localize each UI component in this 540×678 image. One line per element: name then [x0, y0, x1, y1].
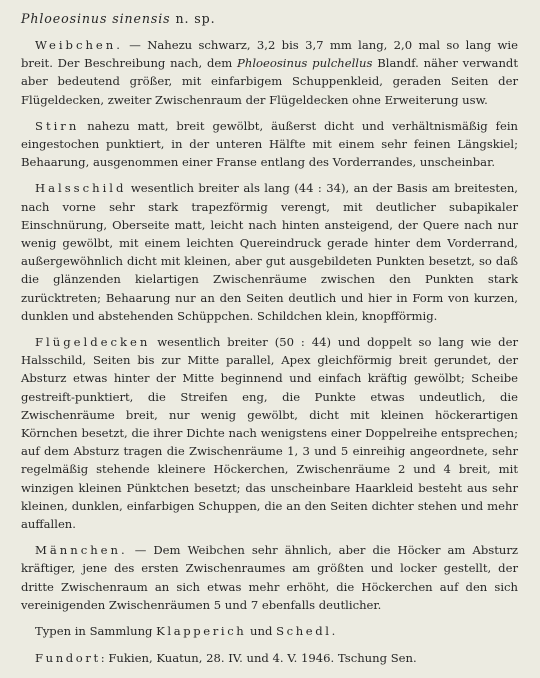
types-text: Typen in Sammlung: [35, 624, 157, 639]
locality-heading: Fundort: [35, 651, 101, 666]
fluegeldecken-heading: Flügeldecken: [35, 335, 151, 350]
types-end: .: [331, 624, 336, 639]
types-line: [21, 622, 518, 640]
female-text-2: Blandf. näher verwandt aber bedeutend größer, mit einfarbigem Schuppenkleid, geraden Seiten der Flügeldecken, zweiter Zwischenraum der Flügeldecken ohne Erweiterung usw.: [21, 56, 519, 107]
title-suffix: n. sp.: [175, 11, 216, 26]
stirn-text: nahezu matt, breit gewölbt, äußerst dicht und verhältnismäßig fein eingestochen punktiert, in der unteren Hälfte mit einem sehr feinen Längskiel; Behaarung, ausgenommen einer Franse entlang des Vorderrandes, unscheinbar.: [21, 118, 518, 170]
fluegeldecken-text: wesentlich breiter (50 : 44) und doppelt so lang wie der Halsschild, Seiten bis zur Mitte parallel, Apex gleichförmig breit gerundet, der Absturz etwas hinter der Mitte beginnend und einfach kräftig gewölbt; Scheibe gestreift-punktiert, die Streifen eng, die Punkte etwas undeutlich, die Zwischenräume breit, nur wenig gewölbt, dicht mit kleinen höckerartigen Körnchen besetzt, die ihrer Dichte nach wenigstens einer Doppelreihe entsprechen; auf dem Absturz tragen die Zwischenräume 1, 3 und 5 einreihig angeordnete, sehr regelmäßig stehende kleinere Höckerchen, Zwischenräume 2 und 4 breit, mit winzigen kleinen Pünktchen besetzt; das unscheinbare Haarkleid besteht aus sehr kleinen, dunklen, einfarbigen Schuppen, die an den Seiten dichter stehen und mehr auffallen.: [21, 335, 518, 532]
female-heading: Weibchen.: [35, 38, 123, 52]
paragraph-male: [21, 541, 518, 614]
locality-text: : Fukien, Kuatun, 28. IV. und 4. V. 1946. Tschung Sen.: [100, 651, 417, 666]
species-title: [21, 10, 518, 28]
paragraph-halsschild: [21, 179, 518, 325]
halsschild-heading: Halsschild: [35, 181, 127, 196]
paragraph-female: [21, 36, 518, 109]
title-species-name: Phloeosinus sinensis: [21, 11, 171, 26]
stirn-heading: Stirn: [35, 118, 80, 133]
female-text-1: — Nahezu schwarz, 3,2 bis 3,7 mm lang, 2,0 mal so lang wie breit. Der Beschreibung nach, dem: [21, 38, 518, 71]
male-heading: Männchen.: [35, 543, 128, 558]
paragraph-fluegeldecken: [21, 333, 518, 533]
male-text: — Dem Weibchen sehr ähnlich, aber die Höcker am Absturz kräftiger, jene des ersten Zwischenraumes am größten und locker gestellt, der dritte Zwischenraum an sich etwas mehr erhöht, die Höckerchen auf den sich vereinigenden Zwischenräumen 5 und 7 ebenfalls deutlicher.: [21, 543, 518, 612]
types-collector-2: Schedl: [276, 624, 332, 639]
locality-line: [21, 649, 518, 667]
types-and: und: [246, 624, 277, 639]
types-collector-1: Klapperich: [156, 624, 247, 639]
halsschild-text: wesentlich breiter als lang (44 : 34), an der Basis am breitesten, nach vorne sehr stark trapezförmig verengt, mit deutlicher subapikaler Einschnürung, Oberseite matt, leicht nach hinten ansteigend, der Quere nach nur wenig gewölbt, mit einem leichten Quereindruck gerade hinter dem Vorderrand, außergewöhnlich dicht mit kleinen, aber gut ausgebildeten Punkten besetzt, so daß die glänzenden kielartigen Zwischenräume zwischen den Punkten stark zurücktreten; Behaarung nur an den Seiten deutlich und hier in Form von kurzen, dunklen und abstehenden Schüppchen. Schildchen klein, knopfförmig.: [21, 181, 518, 323]
female-compared-species: Phloeosinus pulchellus: [237, 56, 373, 71]
paragraph-stirn: [21, 117, 518, 172]
